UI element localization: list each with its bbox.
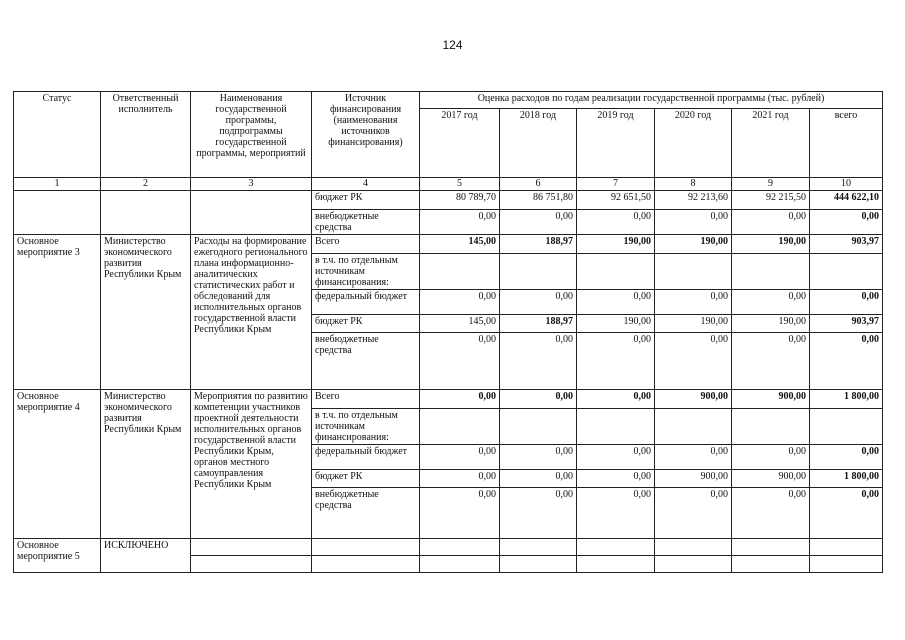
value-cell: 0,00 bbox=[500, 390, 577, 409]
empty-cell bbox=[420, 539, 500, 556]
value-cell: 0,00 bbox=[577, 470, 655, 488]
value-cell: 0,00 bbox=[420, 390, 500, 409]
value-cell: 0,00 bbox=[732, 333, 810, 390]
value-cell: 0,00 bbox=[500, 333, 577, 390]
value-cell: 0,00 bbox=[655, 290, 732, 315]
value-cell: 92 215,50 bbox=[732, 191, 810, 210]
column-number: 8 bbox=[655, 178, 732, 191]
header-name: Наименования государственной программы, подпрограммы государственной программы, мероприятий bbox=[191, 92, 312, 178]
value-cell: 80 789,70 bbox=[420, 191, 500, 210]
source-cell: бюджет РК bbox=[312, 470, 420, 488]
empty-cell bbox=[810, 539, 883, 556]
column-numbers-row bbox=[14, 178, 883, 191]
value-cell: 0,00 bbox=[655, 488, 732, 539]
empty-cell bbox=[420, 556, 500, 573]
header-estimate: Оценка расходов по годам реализации государственной программы (тыс. рублей) bbox=[420, 92, 883, 109]
source-cell: бюджет РК bbox=[312, 315, 420, 333]
total-cell: 1 800,00 bbox=[810, 390, 883, 409]
header-year: 2021 год bbox=[732, 109, 810, 178]
source-cell: внебюджетные средства bbox=[312, 333, 420, 390]
value-cell: 900,00 bbox=[732, 390, 810, 409]
value-cell: 190,00 bbox=[655, 235, 732, 254]
empty-cell bbox=[577, 556, 655, 573]
source-cell: в т.ч. по отдельным источникам финансирования: bbox=[312, 254, 420, 290]
value-cell bbox=[420, 409, 500, 445]
value-cell: 190,00 bbox=[577, 235, 655, 254]
column-number: 6 bbox=[500, 178, 577, 191]
value-cell: 190,00 bbox=[732, 315, 810, 333]
source-cell: внебюджетные средства bbox=[312, 488, 420, 539]
empty-cell bbox=[191, 556, 312, 573]
header-executor: Ответственный исполнитель bbox=[101, 92, 191, 178]
value-cell: 0,00 bbox=[420, 445, 500, 470]
status-cell: Основное мероприятие 3 bbox=[14, 235, 101, 390]
value-cell: 86 751,80 bbox=[500, 191, 577, 210]
source-cell: внебюджетные средства bbox=[312, 210, 420, 235]
table-row bbox=[14, 235, 883, 254]
total-cell bbox=[810, 254, 883, 290]
header-year: 2020 год bbox=[655, 109, 732, 178]
header-year: 2018 год bbox=[500, 109, 577, 178]
value-cell: 0,00 bbox=[577, 333, 655, 390]
column-number: 2 bbox=[101, 178, 191, 191]
empty-cell bbox=[655, 556, 732, 573]
table-row bbox=[14, 191, 883, 210]
empty-cell bbox=[732, 556, 810, 573]
value-cell bbox=[577, 409, 655, 445]
column-number: 1 bbox=[14, 178, 101, 191]
value-cell: 0,00 bbox=[655, 210, 732, 235]
value-cell: 900,00 bbox=[655, 470, 732, 488]
value-cell: 188,97 bbox=[500, 235, 577, 254]
header-year: 2019 год bbox=[577, 109, 655, 178]
value-cell: 190,00 bbox=[655, 315, 732, 333]
executor-cell: Министерство экономического развития Республики Крым bbox=[101, 390, 191, 539]
source-cell: федеральный бюджет bbox=[312, 290, 420, 315]
value-cell: 0,00 bbox=[500, 210, 577, 235]
value-cell: 0,00 bbox=[577, 445, 655, 470]
total-cell: 903,97 bbox=[810, 235, 883, 254]
empty-cell bbox=[577, 539, 655, 556]
value-cell: 0,00 bbox=[577, 390, 655, 409]
column-number: 7 bbox=[577, 178, 655, 191]
total-cell bbox=[810, 409, 883, 445]
value-cell bbox=[655, 409, 732, 445]
column-number: 10 bbox=[810, 178, 883, 191]
page-number: 124 bbox=[442, 38, 463, 52]
value-cell: 0,00 bbox=[420, 333, 500, 390]
value-cell: 190,00 bbox=[577, 315, 655, 333]
total-cell: 444 622,10 bbox=[810, 191, 883, 210]
table-row bbox=[14, 539, 883, 556]
source-cell: Всего bbox=[312, 390, 420, 409]
value-cell: 0,00 bbox=[577, 290, 655, 315]
value-cell: 0,00 bbox=[655, 333, 732, 390]
source-cell: Всего bbox=[312, 235, 420, 254]
value-cell: 0,00 bbox=[500, 488, 577, 539]
value-cell bbox=[577, 254, 655, 290]
total-cell: 903,97 bbox=[810, 315, 883, 333]
status-cell: Основное мероприятие 4 bbox=[14, 390, 101, 539]
total-cell: 1 800,00 bbox=[810, 470, 883, 488]
value-cell: 0,00 bbox=[500, 290, 577, 315]
value-cell: 145,00 bbox=[420, 315, 500, 333]
value-cell: 0,00 bbox=[732, 488, 810, 539]
value-cell: 0,00 bbox=[500, 470, 577, 488]
activity-name-cell: Мероприятия по развитию компетенции участников проектной деятельности исполнительных органов государственной власти Республики Крым, органов местного самоуправления Республики Крым bbox=[191, 390, 312, 539]
empty-cell bbox=[500, 539, 577, 556]
value-cell: 0,00 bbox=[655, 445, 732, 470]
value-cell bbox=[420, 254, 500, 290]
column-number: 3 bbox=[191, 178, 312, 191]
value-cell: 0,00 bbox=[732, 290, 810, 315]
total-cell: 0,00 bbox=[810, 333, 883, 390]
value-cell: 900,00 bbox=[732, 470, 810, 488]
total-cell: 0,00 bbox=[810, 488, 883, 539]
header-year: 2017 год bbox=[420, 109, 500, 178]
empty-cell bbox=[732, 539, 810, 556]
activity-name-cell: Расходы на формирование ежегодного регионального плана информационно-аналитических статистических работ и обследований для исполнительных органов государственной власти Республики Крым bbox=[191, 235, 312, 390]
column-number: 4 bbox=[312, 178, 420, 191]
empty-cell bbox=[191, 191, 312, 235]
value-cell bbox=[732, 254, 810, 290]
value-cell: 188,97 bbox=[500, 315, 577, 333]
value-cell: 0,00 bbox=[420, 210, 500, 235]
source-cell: бюджет РК bbox=[312, 191, 420, 210]
value-cell bbox=[732, 409, 810, 445]
value-cell: 0,00 bbox=[732, 445, 810, 470]
empty-cell bbox=[810, 556, 883, 573]
value-cell: 92 651,50 bbox=[577, 191, 655, 210]
value-cell bbox=[500, 254, 577, 290]
total-cell: 0,00 bbox=[810, 210, 883, 235]
empty-cell bbox=[101, 191, 191, 235]
column-number: 5 bbox=[420, 178, 500, 191]
value-cell: 0,00 bbox=[577, 210, 655, 235]
value-cell: 0,00 bbox=[420, 470, 500, 488]
empty-cell bbox=[500, 556, 577, 573]
source-cell: федеральный бюджет bbox=[312, 445, 420, 470]
header-source: Источник финансирования (наименования источников финансирования) bbox=[312, 92, 420, 178]
value-cell: 0,00 bbox=[732, 210, 810, 235]
value-cell: 0,00 bbox=[420, 290, 500, 315]
value-cell: 145,00 bbox=[420, 235, 500, 254]
value-cell: 0,00 bbox=[577, 488, 655, 539]
empty-cell bbox=[312, 539, 420, 556]
budget-table bbox=[13, 91, 883, 573]
empty-cell bbox=[312, 556, 420, 573]
column-number: 9 bbox=[732, 178, 810, 191]
value-cell: 92 213,60 bbox=[655, 191, 732, 210]
status-cell: Основное мероприятие 5 bbox=[14, 539, 101, 573]
header-total: всего bbox=[810, 109, 883, 178]
header-status: Статус bbox=[14, 92, 101, 178]
empty-cell bbox=[191, 539, 312, 556]
executor-cell: Министерство экономического развития Республики Крым bbox=[101, 235, 191, 390]
value-cell: 0,00 bbox=[500, 445, 577, 470]
total-cell: 0,00 bbox=[810, 290, 883, 315]
value-cell: 190,00 bbox=[732, 235, 810, 254]
table-row bbox=[14, 390, 883, 409]
empty-cell bbox=[14, 191, 101, 235]
total-cell: 0,00 bbox=[810, 445, 883, 470]
value-cell bbox=[500, 409, 577, 445]
value-cell: 0,00 bbox=[420, 488, 500, 539]
source-cell: в т.ч. по отдельным источникам финансирования: bbox=[312, 409, 420, 445]
value-cell bbox=[655, 254, 732, 290]
value-cell: 900,00 bbox=[655, 390, 732, 409]
executor-cell: ИСКЛЮЧЕНО bbox=[101, 539, 191, 573]
empty-cell bbox=[655, 539, 732, 556]
